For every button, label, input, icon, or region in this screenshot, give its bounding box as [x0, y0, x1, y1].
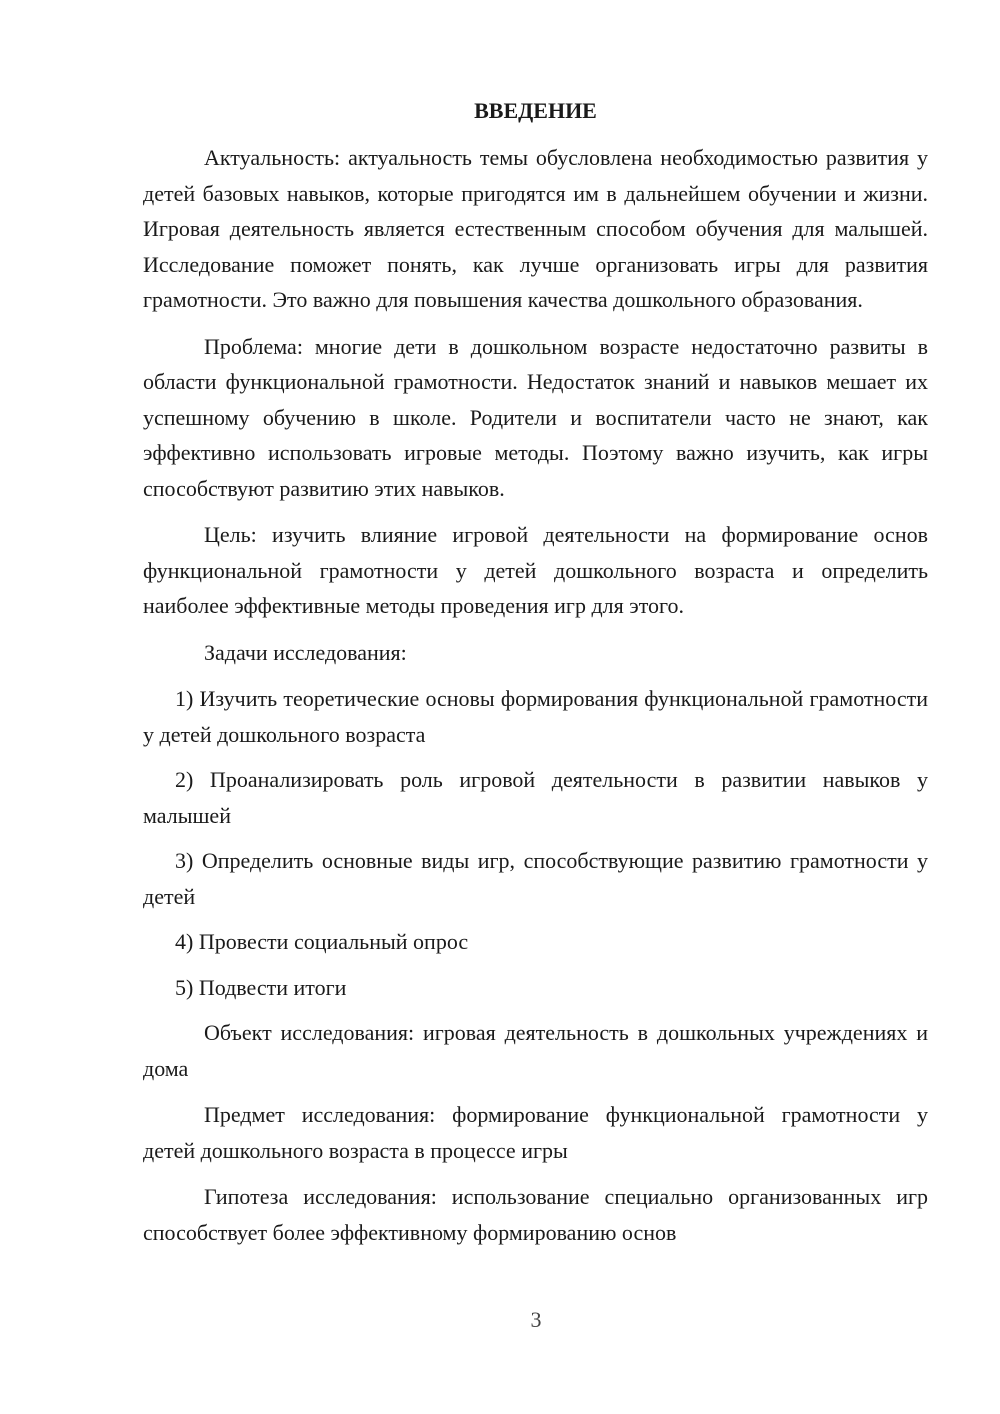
task-item-5: 5) Подвести итоги	[175, 974, 347, 1000]
page-number: 3	[530, 1307, 542, 1332]
subject-paragraph: Предмет исследования: формирование функциональной грамотности у детей дошкольного возраста в процессе игры	[143, 1102, 928, 1163]
relevance-paragraph: Актуальность: актуальность темы обусловлена необходимостью развития у детей базовых навыков, которые пригодятся им в дальнейшем обучении и жизни. Игровая деятельность является естественным способом обучения для малышей. Исследование поможет понять, как лучше организовать игры для развития грамотности. Это важно для повышения качества дошкольного образования.	[143, 145, 928, 312]
object-paragraph: Объект исследования: игровая деятельность в дошкольных учреждениях и дома	[143, 1020, 928, 1081]
task-item-2: 2) Проанализировать роль игровой деятельности в развитии навыков у малышей	[143, 767, 928, 828]
task-item-1: 1) Изучить теоретические основы формирования функциональной грамотности у детей дошкольного возраста	[143, 686, 928, 747]
problem-paragraph: Проблема: многие дети в дошкольном возрасте недостаточно развиты в области функциональной грамотности. Недостаток знаний и навыков мешает их успешному обучению в школе. Родители и воспитатели часто не знают, как эффективно использовать игровые методы. Поэтому важно изучить, как игры способствуют развитию этих навыков.	[143, 333, 928, 501]
task-item-3: 3) Определить основные виды игр, способствующие развитию грамотности у детей	[143, 848, 928, 909]
hypothesis-paragraph: Гипотеза исследования: использование специально организованных игр способствует более эффективному формированию основ	[143, 1184, 928, 1245]
tasks-heading: Задачи исследования:	[204, 639, 407, 665]
page-title: ВВЕДЕНИЕ	[474, 98, 597, 123]
page-body	[143, 93, 928, 1261]
task-item-4: 4) Провести социальный опрос	[175, 929, 469, 954]
goal-paragraph: Цель: изучить влияние игровой деятельности на формирование основ функциональной грамотности у детей дошкольного возраста и определить наиболее эффективные методы проведения игр для этого.	[143, 522, 928, 618]
